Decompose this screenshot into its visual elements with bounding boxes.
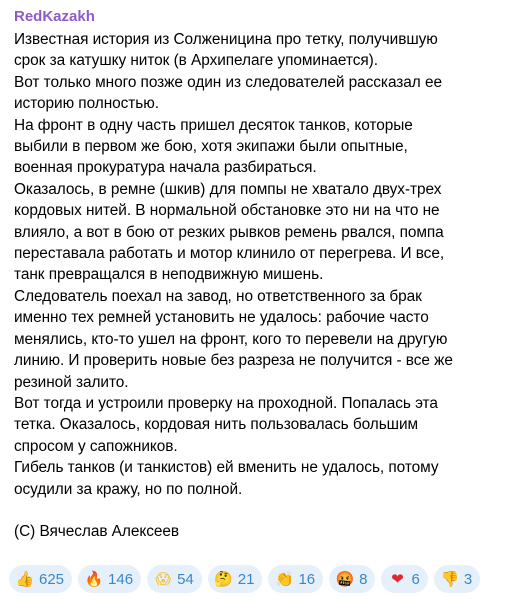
message-line: переставала работать и мотор клинило от перегрева. И все, <box>14 245 445 263</box>
message-line: линию. И проверить новые без разреза не получится - все же <box>14 352 453 370</box>
red-heart-icon: ❤ <box>391 570 404 588</box>
reaction-count: 54 <box>177 570 194 588</box>
fire-icon: 🔥 <box>84 570 104 588</box>
reaction-count: 3 <box>463 570 473 588</box>
message-line: Гибель танков (и танкистов) ей вменить не удалось, потому <box>14 459 439 477</box>
message-line: На фронт в одну часть пришел десяток танков, которые <box>14 116 413 134</box>
message-line: срок за катушку ниток (в Архипелаге упоминается). <box>14 52 378 70</box>
message-line: танк превращался в неподвижную мишень. <box>14 266 324 284</box>
cursing-face-icon: 🤬 <box>335 570 355 588</box>
reactions-bar <box>9 565 480 593</box>
reaction-count: 21 <box>237 570 255 588</box>
message-line: Вот тогда и устроили проверку на проходной. Попалась эта <box>14 394 438 412</box>
message-line: выбили в первом же бою, хотя экипажи были опытные, <box>14 138 408 156</box>
reaction-heart[interactable] <box>381 565 427 593</box>
message-line: Вот только много позже один из следователей рассказал ее <box>14 73 442 91</box>
reaction-cursing[interactable] <box>329 565 375 593</box>
message-line: менялись, кто-то ушел на фронт, кого то перевели на другую <box>14 330 448 348</box>
thumbs-up-icon: 👍 <box>15 570 35 588</box>
reaction-thumbs-down[interactable] <box>434 565 480 593</box>
message-line: историю полностью. <box>14 95 159 113</box>
message-line: военная прокуратура начала разбираться. <box>14 159 317 177</box>
message-line: Известная история из Солженицина про тетку, получившую <box>14 31 438 48</box>
thinking-face-icon: 🤔 <box>214 570 234 588</box>
reaction-screaming[interactable] <box>147 565 202 593</box>
clapping-hands-icon: 👏 <box>275 570 294 588</box>
screaming-face-icon: 😱 <box>155 570 171 588</box>
message-signature: (С) Вячеслав Алексеев <box>14 523 179 541</box>
message-line: Следователь поехал на завод, но ответственного за брак <box>14 287 422 305</box>
reaction-fire[interactable] <box>78 565 141 593</box>
message-line: именно тех ремней установить не удалось: рабочие часто <box>14 309 429 327</box>
reaction-count: 6 <box>411 570 420 588</box>
message-line: спросом у сапожников. <box>14 437 178 455</box>
reaction-thumbs-up[interactable] <box>9 565 72 593</box>
reaction-count: 16 <box>298 570 316 588</box>
blank-line <box>14 500 497 521</box>
message-line: влияло, а вот в бою от резких рывков ремень рвался, помпа <box>14 223 444 241</box>
message-line: резиной залито. <box>14 373 129 391</box>
reaction-thinking[interactable] <box>208 565 263 593</box>
message-line: тетка. Оказалось, кордовая нить пользовалась большим <box>14 416 419 434</box>
reaction-clap[interactable] <box>268 565 323 593</box>
reaction-count: 625 <box>39 570 65 588</box>
message-author[interactable]: RedKazakh <box>14 8 95 25</box>
reaction-count: 146 <box>108 570 134 588</box>
reaction-count: 8 <box>359 570 368 588</box>
message-line: Оказалось, в ремне (шкив) для помпы не хватало двух-трех <box>14 180 442 198</box>
message-line: кордовых нитей. В нормальной обстановке это ни на что не <box>14 202 440 220</box>
thumbs-down-icon: 👎 <box>440 570 460 588</box>
message-text <box>14 29 497 543</box>
message-line: осудили за кражу, но по полной. <box>14 480 243 498</box>
